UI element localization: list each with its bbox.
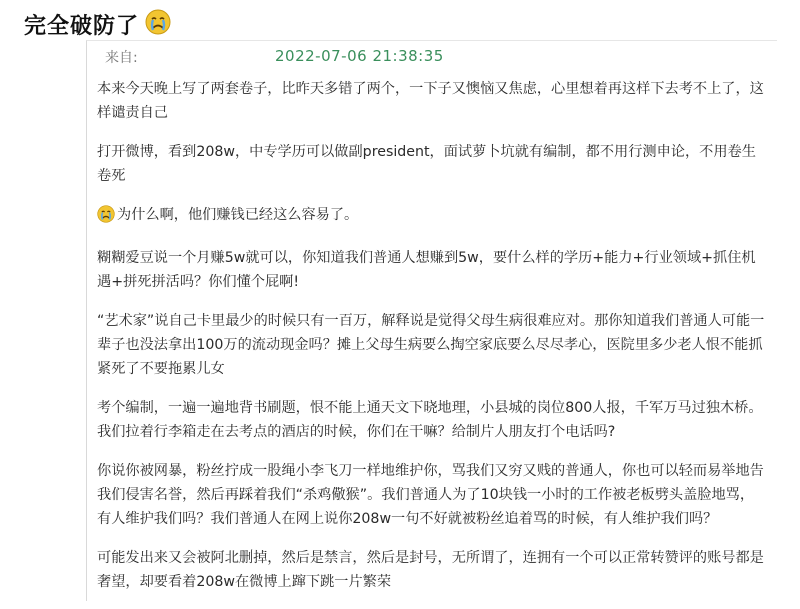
- paragraph-4: 糊糊爱豆说一个月赚5w就可以，你知道我们普通人想赚到5w，要什么样的学历+能力+行业领域+抓住机遇+拼死拼活吗？你们懂个屁啊!: [97, 250, 756, 290]
- from-label: 来自:: [105, 50, 138, 66]
- paragraph-7: 你说你被网暴，粉丝拧成一股绳小李飞刀一样地维护你，骂我们又穷又贱的普通人，你也可以轻而易举地告我们侵害名誉，然后再踩着我们“杀鸡儆猴”。我们普通人为了10块钱一小时的工作被老板劈头盖脸地骂，有人维护我们吗？我们普通人在网上说你208w一句不好就被粉丝追着骂的时候，有人维护我们吗？: [97, 463, 764, 527]
- post-title: 完全破防了: [24, 13, 140, 39]
- paragraph-5: “艺术家”说自己卡里最少的时候只有一百万，解释说是觉得父母生病很难应对。那你知道我们普通人可能一辈子也没法拿出100万的流动现金吗？摊上父母生病要么掏空家底要么尽尽孝心，医院里多少老人恨不能抓紧死了不要拖累儿女: [97, 313, 765, 377]
- post-body: [97, 77, 765, 609]
- paragraph-8: 可能发出来又会被阿北删掉，然后是禁言，然后是封号，无所谓了，连拥有一个可以正常转赞评的账号都是奢望，却要看着208w在微博上蹿下跳一片繁荣: [97, 550, 764, 590]
- post-meta: [105, 47, 444, 67]
- paragraph-3-text: 为什么啊，他们赚钱已经这么容易了。: [117, 207, 359, 223]
- paragraph-1: 本来今天晚上写了两套卷子，比昨天多错了两个，一下子又懊恼又焦虑，心里想着再这样下去考不上了，这样谴责自己: [97, 81, 764, 121]
- paragraph-2: 打开微博，看到208w，中专学历可以做副president，面试萝卜坑就有编制，都不用行测申论，不用卷生卷死: [97, 144, 756, 184]
- paragraph-6: 考个编制，一遍一遍地背书刷题，恨不能上通天文下晓地理，小县城的岗位800人报，千军万马过独木桥。我们拉着行李箱走在去考点的酒店的时候，你们在干嘛？给制片人朋友打个电话吗?: [97, 400, 763, 440]
- paragraph-3: [97, 203, 765, 231]
- crying-face-icon: [97, 205, 115, 231]
- post-title-row: [24, 6, 171, 42]
- post-timestamp: 2022-07-06 21:38:35: [275, 47, 444, 65]
- post-card: [86, 40, 777, 601]
- crying-face-icon: [145, 9, 171, 39]
